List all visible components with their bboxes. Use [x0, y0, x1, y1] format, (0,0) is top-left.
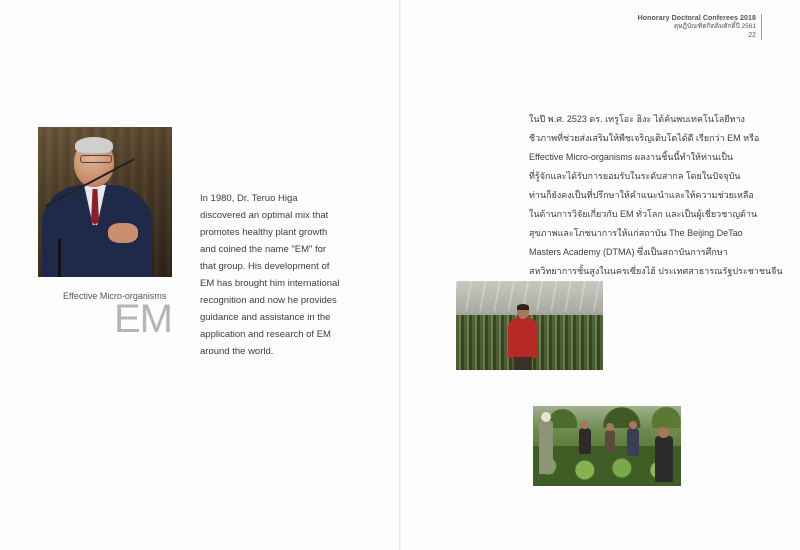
caption-subtitle: Effective Micro-organisms: [63, 291, 167, 301]
face-shape: [581, 421, 589, 429]
worker-figure: [627, 428, 639, 456]
face-shape: [629, 421, 637, 429]
field-photo: [533, 406, 681, 486]
face-shape: [658, 427, 669, 438]
mic-stand-shape: [58, 239, 61, 277]
red-jacket-shape: [508, 318, 538, 358]
hair-shape: [75, 137, 113, 153]
paragraph-line: สหวิทยาการชั้นสูงในนครเซี่ยงไฮ้ ประเทศสาธารณรัฐประชาชนจีน: [529, 266, 783, 276]
paragraph-line: that group. His development of: [200, 261, 330, 272]
portrait-photo: [38, 127, 172, 277]
paragraph-line: In 1980, Dr. Teruo Higa: [200, 193, 298, 204]
paragraph-line: Effective Micro-organisms ผลงานชิ้นนี้ทำให้ท่านเป็น: [529, 152, 734, 162]
paragraph-line: around the world.: [200, 346, 274, 357]
greenhouse-photo: [456, 281, 603, 370]
caption-title: EM: [114, 297, 172, 341]
paragraph-line: EM has brought him international: [200, 278, 340, 289]
worker-figure: [579, 428, 591, 454]
glasses-shape: [80, 155, 112, 163]
worker-figure: [605, 430, 615, 452]
english-paragraph: [200, 190, 360, 360]
page-gutter: [399, 0, 401, 550]
hand-shape: [108, 223, 138, 243]
paragraph-line: discovered an optimal mix that: [200, 210, 329, 221]
hair-shape: [517, 304, 529, 310]
worker-figure: [655, 436, 673, 482]
page-number: 22: [748, 32, 756, 39]
hat-shape: [541, 412, 551, 422]
person-figure: [506, 305, 540, 370]
running-header: [638, 14, 762, 40]
paragraph-line: สุขภาพและโภชนาการให้แก่สถาบัน The Beijing DeTao: [529, 228, 743, 238]
paragraph-line: Masters Academy (DTMA) ซึ่งเป็นสถาบันการศึกษา: [529, 247, 728, 257]
paragraph-line: ชีวภาพที่ช่วยส่งเสริมให้พืชเจริญเติบโตได้ดี เรียกว่า EM หรือ: [529, 133, 760, 143]
header-title-en: Honorary Doctoral Conferees 2018: [637, 15, 756, 22]
paragraph-line: ท่านก็ยังคงเป็นที่ปรึกษาให้คำแนะนำและให้ความช่วยเหลือ: [529, 190, 754, 200]
paragraph-line: promotes healthy plant growth: [200, 227, 328, 238]
legs-shape: [514, 357, 532, 370]
paragraph-line: and coined the name "EM" for: [200, 244, 327, 255]
header-title-th: ดุษฎีบัณฑิตกิตติมศักดิ์ปี 2561: [674, 23, 756, 30]
paragraph-line: guidance and assistance in the: [200, 312, 331, 323]
paragraph-line: application and research of EM: [200, 329, 331, 340]
thai-paragraph: [529, 110, 783, 281]
paragraph-line: recognition and now he provides: [200, 295, 337, 306]
paragraph-line: ในปี พ.ศ. 2523 ดร. เทรูโอะ ฮิงะ ได้ค้นพบเทคโนโลยีทาง: [529, 114, 745, 124]
face-shape: [606, 423, 614, 431]
paragraph-line: ที่รู้จักและได้รับการยอมรับในระดับสากล โดยในปัจจุบัน: [529, 171, 741, 181]
paragraph-line: ในด้านการวิจัยเกี่ยวกับ EM ทั่วโลก และเป็นผู้เชี่ยวชาญด้าน: [529, 209, 758, 219]
worker-figure: [539, 420, 553, 474]
